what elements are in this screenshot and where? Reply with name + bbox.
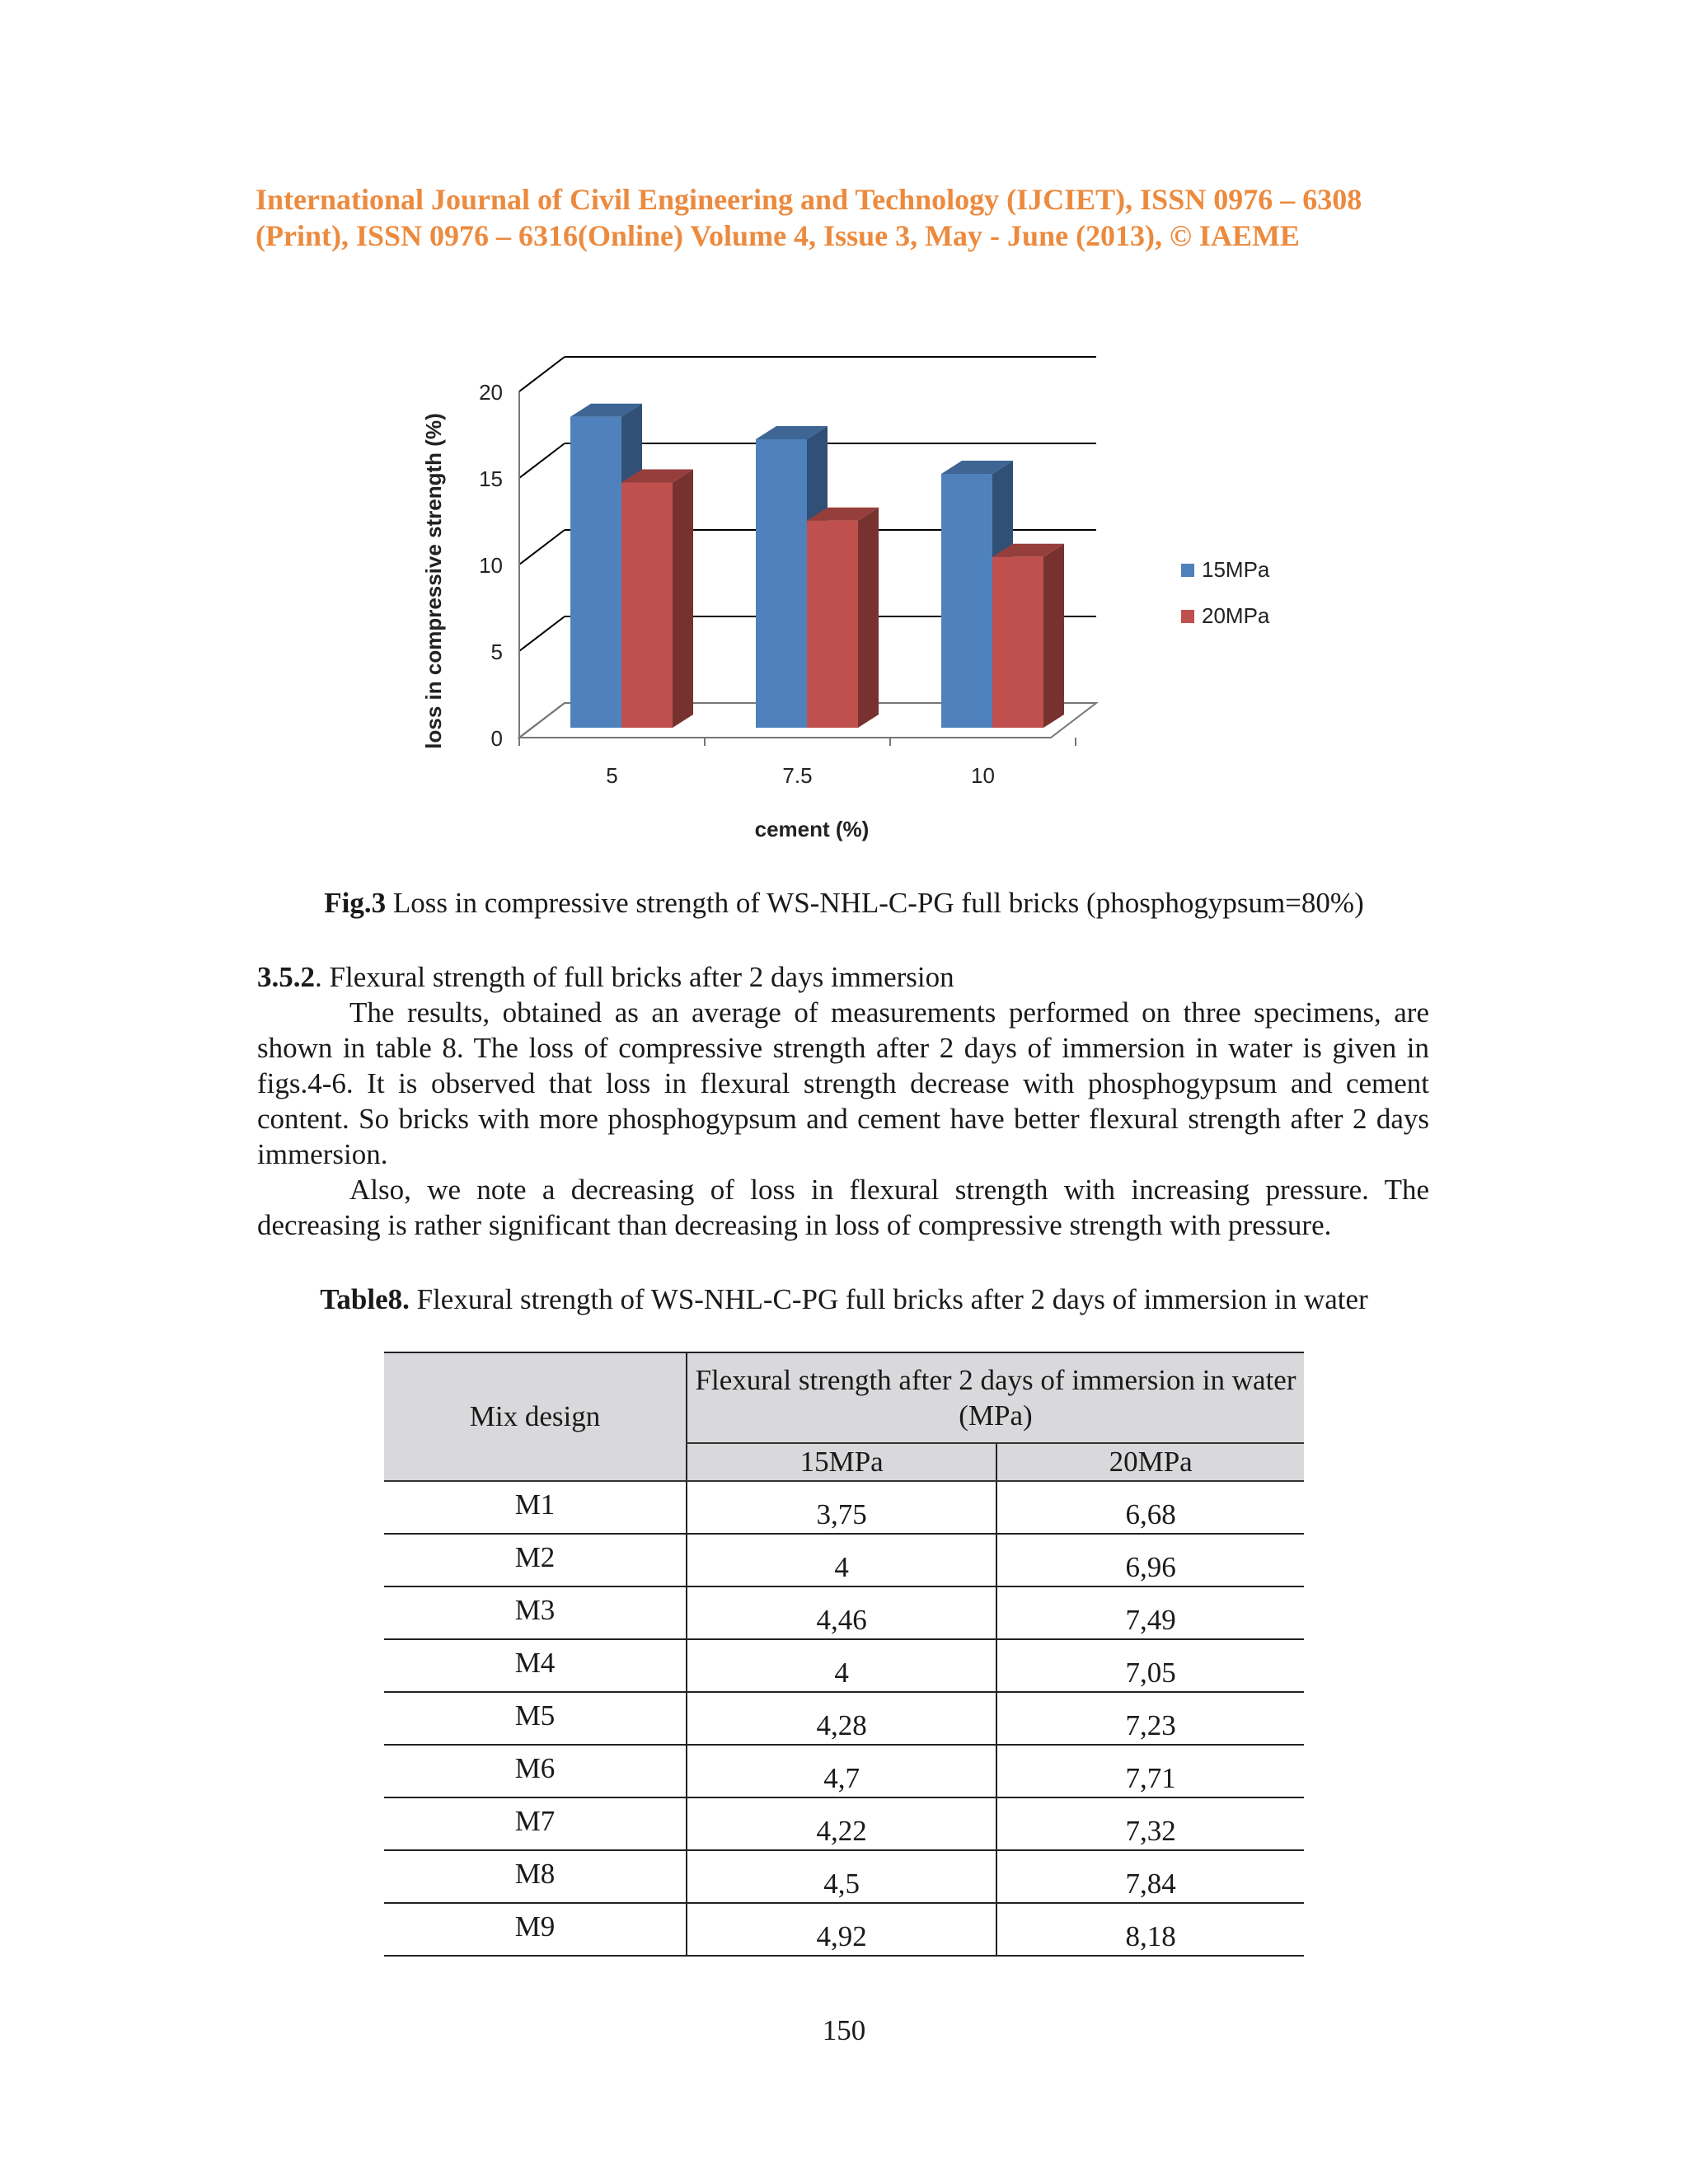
legend-swatch-20MPa (1181, 610, 1194, 623)
cell-20mpa: 7,49 (996, 1586, 1304, 1639)
cell-15mpa: 4 (687, 1534, 996, 1586)
table-label: Table8. (320, 1283, 410, 1315)
figure-caption-text: Loss in compressive strength of WS-NHL-C-PG full bricks (phosphogypsum=80%) (386, 887, 1364, 919)
legend-label: 20MPa (1202, 603, 1270, 628)
y-tick-label: 20 (479, 380, 503, 405)
y-tick-label: 5 (490, 640, 503, 664)
section-heading (257, 959, 1429, 995)
bar-20MPa (807, 521, 858, 728)
x-tick-label: 10 (971, 763, 995, 788)
cell-20mpa: 6,96 (996, 1534, 1304, 1586)
cell-20mpa: 7,84 (996, 1850, 1304, 1903)
legend-label: 15MPa (1202, 557, 1270, 582)
table-row (384, 1692, 1304, 1745)
table-row (384, 1745, 1304, 1797)
cell-20mpa: 7,32 (996, 1797, 1304, 1850)
bar-15MPa (756, 439, 807, 728)
table-row (384, 1639, 1304, 1692)
cell-mix: M2 (384, 1534, 687, 1586)
flexural-strength-table (384, 1352, 1304, 1957)
y-axis-title: loss in compressive strength (%) (421, 413, 446, 749)
y-tick-label: 10 (479, 553, 503, 578)
legend-swatch-15MPa (1181, 564, 1194, 577)
bar-side-20MPa (858, 508, 879, 728)
cell-mix: M6 (384, 1745, 687, 1797)
cell-15mpa: 4,22 (687, 1797, 996, 1850)
y-tick-label: 15 (479, 466, 503, 491)
paragraph-2: Also, we note a decreasing of loss in flexural strength with increasing pressure. The decreasing is rather significant than decreasing in loss of compressive strength with pressure. (257, 1174, 1429, 1241)
cell-20mpa: 8,18 (996, 1903, 1304, 1956)
header-mix-design: Mix design (384, 1352, 687, 1481)
x-axis-title: cement (%) (754, 817, 870, 841)
page-number: 150 (822, 2014, 866, 2046)
journal-header-line-1: International Journal of Civil Engineering and Technology (IJCIET), ISSN 0976 – 6308 (256, 183, 1362, 216)
table-caption (0, 1282, 1688, 1317)
table-row (384, 1850, 1304, 1903)
bar-15MPa (570, 417, 621, 728)
bar-side-20MPa (1043, 544, 1064, 728)
cell-20mpa: 7,23 (996, 1692, 1304, 1745)
cell-15mpa: 4,46 (687, 1586, 996, 1639)
bar-side-20MPa (673, 470, 693, 729)
cell-mix: M9 (384, 1903, 687, 1956)
x-tick-label: 7.5 (782, 763, 813, 788)
y-tick-label: 0 (490, 726, 503, 751)
cell-mix: M8 (384, 1850, 687, 1903)
table-caption-text: Flexural strength of WS-NHL-C-PG full bricks after 2 days of immersion in water (409, 1283, 1368, 1315)
table-row (384, 1481, 1304, 1534)
section-title: . Flexural strength of full bricks after 2 days immersion (315, 961, 954, 993)
figure-caption (0, 886, 1688, 921)
header-flexural-strength: Flexural strength after 2 days of immersion in water (MPa) (687, 1352, 1304, 1443)
table-row (384, 1903, 1304, 1956)
gridline-diagonal (519, 357, 565, 391)
table-body (384, 1481, 1304, 1956)
gridline-diagonal (519, 616, 565, 651)
table-header-row (384, 1352, 1304, 1443)
bar-15MPa (941, 474, 992, 728)
cell-20mpa: 7,05 (996, 1639, 1304, 1692)
table-row (384, 1534, 1304, 1586)
cell-mix: M1 (384, 1481, 687, 1534)
gridline-diagonal (519, 530, 565, 565)
journal-header (256, 181, 1442, 254)
journal-header-line-2: (Print), ISSN 0976 – 6316(Online) Volume 4, Issue 3, May - June (2013), © IAEME (256, 219, 1300, 252)
cell-mix: M3 (384, 1586, 687, 1639)
cell-15mpa: 3,75 (687, 1481, 996, 1534)
bar-20MPa (621, 483, 673, 729)
x-tick-label: 5 (606, 763, 618, 788)
header-15mpa: 15MPa (687, 1443, 996, 1481)
cell-20mpa: 6,68 (996, 1481, 1304, 1534)
figure-label: Fig.3 (324, 887, 387, 919)
section-number: 3.5.2 (257, 961, 315, 993)
cell-15mpa: 4,7 (687, 1745, 996, 1797)
cell-mix: M5 (384, 1692, 687, 1745)
cell-15mpa: 4,92 (687, 1903, 996, 1956)
cell-mix: M7 (384, 1797, 687, 1850)
bar-20MPa (992, 557, 1043, 728)
cell-20mpa: 7,71 (996, 1745, 1304, 1797)
cell-15mpa: 4,28 (687, 1692, 996, 1745)
table-row (384, 1586, 1304, 1639)
cell-15mpa: 4,5 (687, 1850, 996, 1903)
bar-chart (412, 330, 1360, 874)
paragraph-1: The results, obtained as an average of measurements performed on three specimens, are shown in table 8. The loss of compressive strength after 2 days of immersion in water is given in figs.4-6. It is observed that loss in flexural strength decrease with phosphogypsum and cement content. So bricks with more phosphogypsum and cement have better flexural strength after 2 days immersion. (257, 996, 1429, 1170)
header-20mpa: 20MPa (996, 1443, 1304, 1481)
gridline-diagonal (519, 443, 565, 478)
cell-mix: M4 (384, 1639, 687, 1692)
cell-15mpa: 4 (687, 1639, 996, 1692)
table-row (384, 1797, 1304, 1850)
